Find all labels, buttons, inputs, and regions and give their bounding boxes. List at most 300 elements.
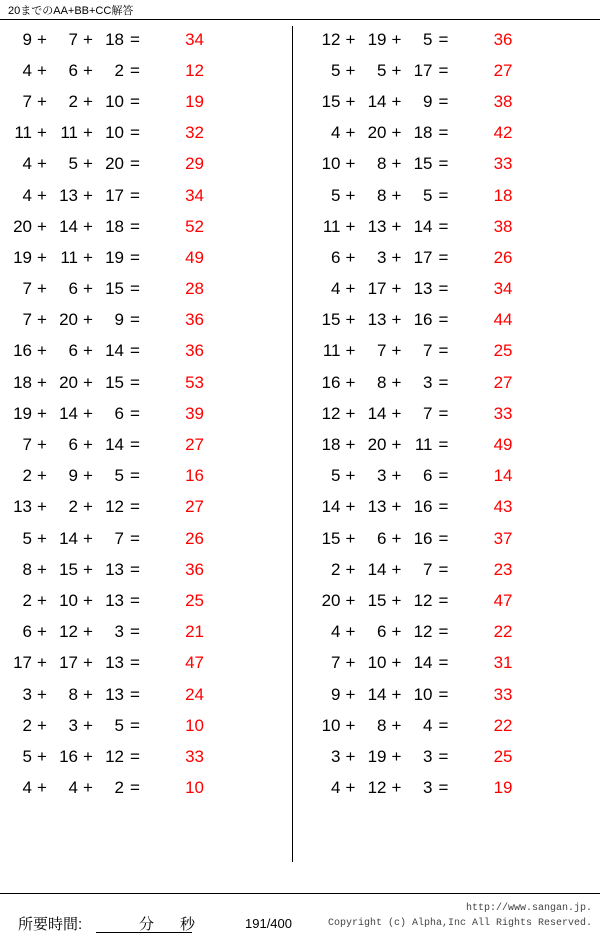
problem-row — [6, 648, 292, 679]
plus-operator: + — [345, 559, 356, 579]
operand-c: 5 — [423, 29, 433, 49]
problem-row — [6, 461, 292, 492]
equals-operator: = — [438, 216, 449, 236]
operand-c: 9 — [423, 91, 433, 111]
operand-a: 12 — [321, 403, 341, 423]
plus-operator: + — [345, 684, 356, 704]
plus-operator: + — [345, 653, 356, 673]
operand-a: 5 — [331, 185, 341, 205]
operand-a: 14 — [321, 497, 341, 517]
operand-b: 12 — [59, 622, 78, 642]
problem-row — [6, 274, 292, 305]
plus-operator: + — [391, 622, 402, 642]
equals-operator: = — [438, 279, 449, 299]
problem-row — [6, 211, 292, 242]
equals-operator: = — [438, 653, 449, 673]
equals-operator: = — [130, 185, 140, 205]
equals-operator: = — [438, 528, 449, 548]
answer-value: 27 — [493, 60, 513, 80]
plus-operator: + — [345, 185, 356, 205]
answer-value: 24 — [185, 684, 204, 704]
problem-columns — [0, 24, 600, 884]
operand-b: 5 — [68, 154, 78, 174]
plus-operator: + — [345, 247, 356, 267]
equals-operator: = — [438, 746, 449, 766]
operand-c: 3 — [423, 372, 433, 392]
operand-c: 10 — [413, 684, 433, 704]
plus-operator: + — [391, 497, 402, 517]
operand-c: 3 — [423, 778, 433, 798]
operand-c: 7 — [423, 341, 433, 361]
answer-value: 32 — [185, 123, 204, 143]
problem-row — [314, 648, 600, 679]
problem-row — [6, 554, 292, 585]
answer-value: 25 — [493, 341, 513, 361]
operand-a: 15 — [321, 528, 341, 548]
equals-operator: = — [130, 29, 140, 49]
operand-b: 8 — [377, 185, 387, 205]
operand-a: 10 — [321, 715, 341, 735]
equals-operator: = — [130, 372, 140, 392]
operand-b: 14 — [367, 559, 387, 579]
plus-operator: + — [345, 60, 356, 80]
plus-operator: + — [391, 746, 402, 766]
plus-operator: + — [83, 778, 93, 798]
answer-value: 36 — [185, 341, 204, 361]
operand-b: 13 — [59, 185, 78, 205]
plus-operator: + — [37, 123, 47, 143]
operand-a: 10 — [321, 154, 341, 174]
problem-row — [314, 492, 600, 523]
plus-operator: + — [83, 91, 93, 111]
operand-b: 9 — [68, 466, 78, 486]
plus-operator: + — [83, 466, 93, 486]
answer-value: 16 — [185, 466, 204, 486]
equals-operator: = — [438, 435, 449, 455]
operand-b: 6 — [68, 435, 78, 455]
operand-c: 14 — [105, 341, 124, 361]
plus-operator: + — [37, 590, 47, 610]
problem-row — [6, 55, 292, 86]
plus-operator: + — [37, 497, 47, 517]
plus-operator: + — [391, 216, 402, 236]
plus-operator: + — [345, 497, 356, 517]
problem-row — [314, 679, 600, 710]
plus-operator: + — [345, 715, 356, 735]
answer-value: 34 — [185, 185, 204, 205]
problem-row — [6, 305, 292, 336]
operand-a: 20 — [13, 216, 32, 236]
problem-row — [6, 118, 292, 149]
operand-b: 17 — [367, 279, 387, 299]
operand-a: 7 — [22, 310, 32, 330]
plus-operator: + — [37, 185, 47, 205]
plus-operator: + — [37, 247, 47, 267]
problem-row — [314, 429, 600, 460]
operand-c: 7 — [423, 403, 433, 423]
equals-operator: = — [130, 622, 140, 642]
problem-row — [6, 679, 292, 710]
operand-a: 11 — [14, 123, 32, 143]
equals-operator: = — [438, 185, 449, 205]
problem-column-left — [0, 24, 292, 884]
operand-a: 12 — [321, 29, 341, 49]
operand-b: 6 — [68, 60, 78, 80]
plus-operator: + — [83, 123, 93, 143]
answer-value: 38 — [493, 91, 513, 111]
operand-c: 5 — [114, 466, 124, 486]
problem-row — [6, 492, 292, 523]
problem-row — [6, 336, 292, 367]
operand-b: 4 — [68, 778, 78, 798]
operand-b: 14 — [59, 528, 78, 548]
plus-operator: + — [391, 60, 402, 80]
problem-row — [6, 242, 292, 273]
answer-value: 33 — [185, 746, 204, 766]
operand-b: 15 — [59, 559, 78, 579]
operand-c: 15 — [105, 372, 124, 392]
operand-b: 15 — [367, 590, 387, 610]
problem-row — [314, 398, 600, 429]
plus-operator: + — [345, 123, 356, 143]
operand-b: 8 — [377, 372, 387, 392]
operand-a: 17 — [13, 653, 32, 673]
problem-row — [314, 585, 600, 616]
operand-c: 12 — [105, 746, 124, 766]
problem-row — [314, 773, 600, 804]
operand-c: 10 — [105, 91, 124, 111]
problem-row — [314, 523, 600, 554]
operand-c: 12 — [105, 497, 124, 517]
operand-a: 6 — [331, 247, 341, 267]
plus-operator: + — [345, 590, 356, 610]
plus-operator: + — [83, 341, 93, 361]
plus-operator: + — [37, 216, 47, 236]
operand-a: 4 — [22, 778, 32, 798]
operand-b: 20 — [367, 435, 387, 455]
problem-row — [314, 149, 600, 180]
plus-operator: + — [37, 528, 47, 548]
operand-c: 10 — [105, 123, 124, 143]
operand-a: 4 — [22, 154, 32, 174]
operand-c: 20 — [105, 154, 124, 174]
operand-a: 15 — [321, 91, 341, 111]
answer-value: 36 — [185, 559, 204, 579]
operand-b: 8 — [377, 154, 387, 174]
problem-row — [6, 741, 292, 772]
operand-b: 13 — [367, 216, 387, 236]
problem-row — [314, 305, 600, 336]
answer-value: 38 — [493, 216, 513, 236]
operand-b: 16 — [59, 746, 78, 766]
equals-operator: = — [130, 466, 140, 486]
plus-operator: + — [37, 746, 47, 766]
operand-a: 2 — [331, 559, 341, 579]
problem-column-right — [292, 24, 600, 884]
equals-operator: = — [130, 91, 140, 111]
equals-operator: = — [438, 466, 449, 486]
plus-operator: + — [391, 590, 402, 610]
operand-b: 11 — [60, 123, 78, 143]
operand-a: 4 — [331, 778, 341, 798]
plus-operator: + — [83, 653, 93, 673]
plus-operator: + — [391, 123, 402, 143]
operand-a: 5 — [22, 746, 32, 766]
operand-b: 2 — [68, 497, 78, 517]
operand-a: 15 — [321, 310, 341, 330]
operand-c: 5 — [114, 715, 124, 735]
problem-row — [314, 242, 600, 273]
problem-row — [6, 585, 292, 616]
plus-operator: + — [345, 528, 356, 548]
plus-operator: + — [391, 372, 402, 392]
operand-c: 2 — [114, 778, 124, 798]
answer-value: 49 — [493, 435, 513, 455]
operand-c: 12 — [413, 590, 433, 610]
plus-operator: + — [345, 778, 356, 798]
operand-b: 3 — [377, 247, 387, 267]
operand-b: 19 — [367, 746, 387, 766]
operand-b: 8 — [68, 684, 78, 704]
operand-a: 16 — [321, 372, 341, 392]
answer-value: 47 — [185, 653, 204, 673]
plus-operator: + — [391, 715, 402, 735]
operand-b: 20 — [59, 310, 78, 330]
plus-operator: + — [37, 559, 47, 579]
plus-operator: + — [345, 466, 356, 486]
page-number: 191/400 — [245, 916, 292, 931]
equals-operator: = — [130, 341, 140, 361]
equals-operator: = — [130, 216, 140, 236]
plus-operator: + — [83, 746, 93, 766]
operand-a: 7 — [331, 653, 341, 673]
operand-a: 3 — [22, 684, 32, 704]
plus-operator: + — [37, 341, 47, 361]
operand-a: 8 — [22, 559, 32, 579]
plus-operator: + — [83, 559, 93, 579]
operand-c: 14 — [105, 435, 124, 455]
answer-value: 34 — [493, 279, 513, 299]
answer-value: 26 — [185, 528, 204, 548]
operand-b: 3 — [68, 715, 78, 735]
plus-operator: + — [37, 154, 47, 174]
operand-c: 5 — [423, 185, 433, 205]
equals-operator: = — [130, 590, 140, 610]
plus-operator: + — [83, 279, 93, 299]
problem-row — [6, 773, 292, 804]
operand-a: 4 — [22, 185, 32, 205]
plus-operator: + — [83, 154, 93, 174]
operand-c: 13 — [105, 653, 124, 673]
answer-value: 19 — [493, 778, 513, 798]
plus-operator: + — [345, 372, 356, 392]
problem-row — [314, 274, 600, 305]
operand-a: 2 — [22, 466, 32, 486]
operand-a: 11 — [322, 216, 341, 236]
plus-operator: + — [37, 622, 47, 642]
operand-c: 16 — [413, 528, 433, 548]
operand-c: 15 — [413, 154, 433, 174]
equals-operator: = — [130, 154, 140, 174]
equals-operator: = — [438, 684, 449, 704]
equals-operator: = — [130, 528, 140, 548]
operand-c: 17 — [413, 247, 433, 267]
answer-value: 14 — [493, 466, 513, 486]
plus-operator: + — [391, 528, 402, 548]
operand-a: 4 — [331, 279, 341, 299]
page-title: 20までのAA+BB+CC解答 — [8, 5, 134, 17]
operand-c: 13 — [105, 684, 124, 704]
operand-b: 5 — [377, 60, 387, 80]
operand-b: 14 — [367, 684, 387, 704]
plus-operator: + — [83, 216, 93, 236]
equals-operator: = — [438, 154, 449, 174]
plus-operator: + — [83, 247, 93, 267]
operand-a: 7 — [22, 435, 32, 455]
operand-b: 10 — [59, 590, 78, 610]
copyright-notice: Copyright (c) Alpha,Inc All Rights Reserved. — [327, 918, 592, 929]
operand-a: 9 — [22, 29, 32, 49]
plus-operator: + — [391, 310, 402, 330]
answer-value: 43 — [493, 497, 513, 517]
plus-operator: + — [391, 778, 402, 798]
plus-operator: + — [345, 622, 356, 642]
operand-a: 19 — [13, 403, 32, 423]
operand-c: 18 — [105, 216, 124, 236]
problem-row — [6, 149, 292, 180]
operand-b: 11 — [60, 247, 78, 267]
operand-a: 5 — [331, 466, 341, 486]
answer-value: 49 — [185, 247, 204, 267]
operand-b: 6 — [377, 528, 387, 548]
answer-value: 31 — [493, 653, 513, 673]
operand-a: 5 — [331, 60, 341, 80]
plus-operator: + — [345, 310, 356, 330]
operand-b: 6 — [68, 341, 78, 361]
operand-a: 11 — [322, 341, 341, 361]
answer-value: 27 — [493, 372, 513, 392]
plus-operator: + — [345, 403, 356, 423]
problem-row — [6, 86, 292, 117]
time-label: 所要時間: — [18, 916, 83, 933]
plus-operator: + — [345, 341, 356, 361]
equals-operator: = — [130, 715, 140, 735]
operand-b: 17 — [59, 653, 78, 673]
answer-value: 27 — [185, 435, 204, 455]
equals-operator: = — [130, 247, 140, 267]
operand-b: 3 — [377, 466, 387, 486]
plus-operator: + — [83, 310, 93, 330]
equals-operator: = — [130, 778, 140, 798]
answer-value: 44 — [493, 310, 513, 330]
page-footer — [0, 897, 600, 945]
equals-operator: = — [438, 372, 449, 392]
operand-c: 18 — [105, 29, 124, 49]
operand-c: 13 — [105, 559, 124, 579]
answer-value: 26 — [493, 247, 513, 267]
plus-operator: + — [37, 778, 47, 798]
operand-c: 4 — [423, 715, 433, 735]
plus-operator: + — [37, 279, 47, 299]
plus-operator: + — [83, 622, 93, 642]
answer-value: 18 — [493, 185, 513, 205]
plus-operator: + — [345, 91, 356, 111]
problem-row — [6, 429, 292, 460]
operand-c: 17 — [413, 60, 433, 80]
operand-b: 14 — [367, 403, 387, 423]
problem-row — [6, 710, 292, 741]
plus-operator: + — [391, 279, 402, 299]
answer-value: 19 — [185, 91, 204, 111]
plus-operator: + — [83, 684, 93, 704]
equals-operator: = — [130, 435, 140, 455]
operand-b: 14 — [59, 403, 78, 423]
plus-operator: + — [37, 310, 47, 330]
problem-row — [314, 741, 600, 772]
equals-operator: = — [438, 310, 449, 330]
plus-operator: + — [391, 185, 402, 205]
plus-operator: + — [391, 684, 402, 704]
plus-operator: + — [37, 653, 47, 673]
plus-operator: + — [37, 715, 47, 735]
operand-c: 14 — [413, 653, 433, 673]
equals-operator: = — [438, 91, 449, 111]
plus-operator: + — [37, 29, 47, 49]
equals-operator: = — [438, 778, 449, 798]
operand-a: 16 — [13, 341, 32, 361]
problem-row — [314, 180, 600, 211]
operand-c: 14 — [413, 216, 433, 236]
operand-a: 5 — [22, 528, 32, 548]
plus-operator: + — [37, 60, 47, 80]
operand-a: 9 — [331, 684, 341, 704]
answer-value: 42 — [493, 123, 513, 143]
plus-operator: + — [345, 29, 356, 49]
operand-b: 20 — [59, 372, 78, 392]
answer-value: 36 — [185, 310, 204, 330]
answer-value: 25 — [493, 746, 513, 766]
equals-operator: = — [130, 684, 140, 704]
equals-operator: = — [130, 279, 140, 299]
operand-b: 7 — [68, 29, 78, 49]
operand-a: 2 — [22, 715, 32, 735]
answer-value: 47 — [493, 590, 513, 610]
equals-operator: = — [130, 123, 140, 143]
operand-a: 18 — [321, 435, 341, 455]
plus-operator: + — [391, 29, 402, 49]
plus-operator: + — [391, 91, 402, 111]
operand-c: 3 — [114, 622, 124, 642]
equals-operator: = — [438, 590, 449, 610]
operand-a: 4 — [22, 60, 32, 80]
plus-operator: + — [83, 590, 93, 610]
operand-b: 12 — [367, 778, 387, 798]
operand-a: 20 — [321, 590, 341, 610]
equals-operator: = — [130, 60, 140, 80]
equals-operator: = — [130, 403, 140, 423]
answer-value: 10 — [185, 778, 204, 798]
problem-row — [314, 367, 600, 398]
plus-operator: + — [83, 372, 93, 392]
problem-row — [6, 398, 292, 429]
answer-value: 53 — [185, 372, 204, 392]
operand-c: 13 — [105, 590, 124, 610]
plus-operator: + — [345, 154, 356, 174]
plus-operator: + — [345, 435, 356, 455]
equals-operator: = — [438, 60, 449, 80]
plus-operator: + — [391, 341, 402, 361]
site-url: http://www.sangan.jp. — [465, 903, 592, 914]
